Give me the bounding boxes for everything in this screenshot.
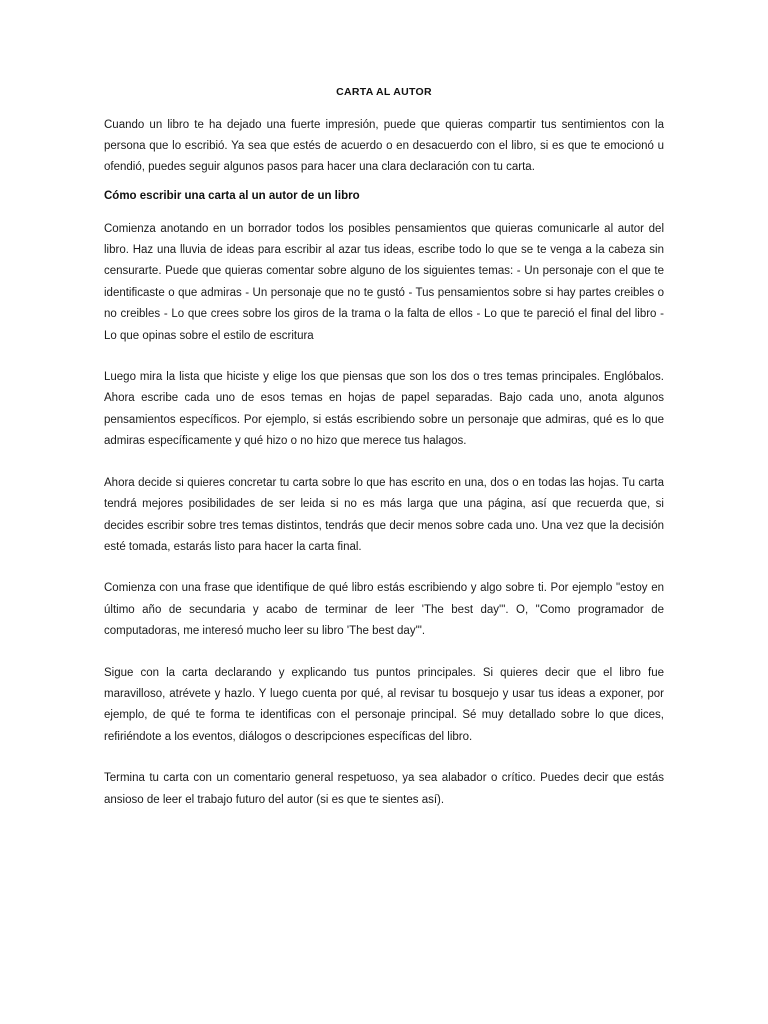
paragraph-main-points: Sigue con la carta declarando y explicando tus puntos principales. Si quieres decir que el libro fue maravilloso, atrévete y hazlo. Y luego cuenta por qué, al revisar tu bosquejo y usar tus ideas a exponer, por ejemplo, de qué te forma te identificas con el personaje principal. Sé muy detallado sobre lo que dices, refiriéndote a los eventos, diálogos o descripciones específicas del libro.	[104, 666, 664, 743]
paragraph-closing: Termina tu carta con un comentario general respetuoso, ya sea alabador o crítico. Puedes decir que estás ansioso de leer el trabajo futuro del autor (si es que te sientes así).	[104, 772, 664, 806]
paragraph-intro: Cuando un libro te ha dejado una fuerte impresión, puede que quieras compartir tus sentimientos con la persona que lo escribió. Ya sea que estés de acuerdo o en desacuerdo con el libro, si es que te emocionó u ofendió, puedes seguir algunos pasos para hacer una clara declaración con tu carta.	[104, 118, 664, 174]
spacer	[104, 347, 664, 367]
spacer	[104, 206, 664, 219]
spacer	[104, 179, 664, 188]
paragraph-opening-line: Comienza con una frase que identifique de qué libro estás escribiendo y algo sobre ti. Por ejemplo "estoy en último año de secundaria y acabo de terminar de leer 'The best day'". O, "Como programador de computadoras, me interesó mucho leer su libro 'The best day'".	[104, 582, 664, 638]
paragraph-decide-scope: Ahora decide si quieres concretar tu carta sobre lo que has escrito en una, dos o en todas las hojas. Tu carta tendrá mejores posibilidades de ser leida si no es más larga que una página, así que recuerda que, si decides escribir sobre tres temas distintos, tendrás que decir menos sobre cada uno. Una vez que la decisión esté tomada, estarás listo para hacer la carta final.	[104, 476, 664, 553]
paragraph-select-themes: Luego mira la lista que hiciste y elige los que piensas que son los dos o tres temas principales. Englóbalos. Ahora escribe cada uno de esos temas en hojas de papel separadas. Bajo cada uno, anota algunos pensamientos específicos. Por ejemplo, si estás escribiendo sobre un personaje que admiras, qué es lo que admiras específicamente y qué hizo o no hizo que merece tus halagos.	[104, 371, 664, 448]
paragraph-brainstorm: Comienza anotando en un borrador todos los posibles pensamientos que quieras comunicarle al autor del libro. Haz una lluvia de ideas para escribir al azar tus ideas, escribe todo lo que se te venga a la cabeza sin censurarte. Puede que quieras comentar sobre alguno de los siguientes temas: - Un personaje con el que te identificaste o que admiras - Un personaje que no te gustó - Tus pensamientos sobre si hay partes creibles o no creibles - Lo que crees sobre los giros de la trama o la falta de ellos - Lo que te pareció el final del libro - Lo que opinas sobre el estilo de escritura	[104, 222, 664, 342]
spacer	[104, 643, 664, 663]
spacer	[104, 558, 664, 578]
spacer	[104, 453, 664, 473]
spacer	[104, 748, 664, 768]
page-title: CARTA AL AUTOR	[336, 86, 432, 98]
section-subheading: Cómo escribir una carta al un autor de un libro	[104, 189, 360, 202]
document-content	[104, 86, 664, 811]
